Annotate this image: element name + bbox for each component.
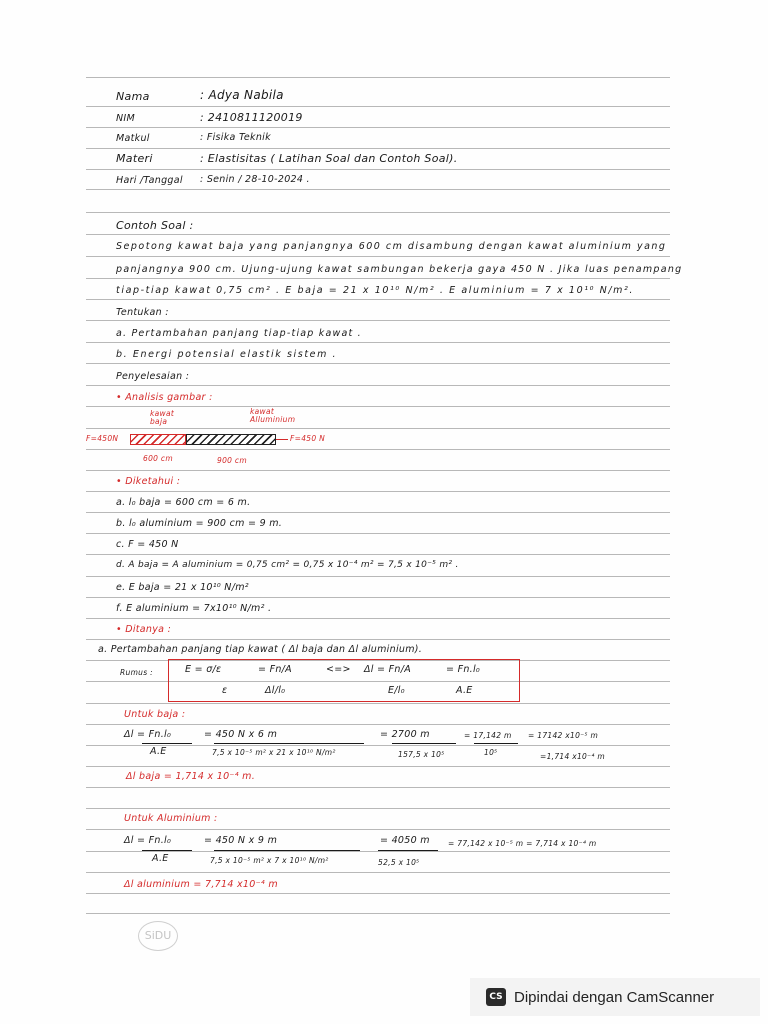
- baja-step2-top: = 2700 m: [380, 729, 430, 740]
- matkul-value: : Fisika Teknik: [200, 132, 271, 143]
- ruled-line: [86, 554, 670, 555]
- formula-e-lo: E/l₀: [388, 685, 405, 696]
- alu-step2-bottom: 52,5 x 10⁵: [378, 858, 420, 867]
- formula-ae: A.E: [456, 685, 473, 696]
- ruled-line: [86, 406, 670, 407]
- problem-heading: Contoh Soal :: [116, 219, 194, 232]
- alu-step3: = 77,142 x 10⁻⁵ m = 7,714 x 10⁻⁴ m: [448, 839, 597, 848]
- force-left-label: F=450N: [86, 434, 119, 443]
- ruled-line: [86, 597, 670, 598]
- alu-heading: Untuk Aluminium :: [124, 813, 218, 824]
- ruled-line: [86, 639, 670, 640]
- alu-result: Δl aluminium = 7,714 x10⁻⁴ m: [124, 879, 278, 890]
- ruled-line: [86, 703, 670, 704]
- formula-label: Rumus :: [120, 668, 153, 677]
- formula-epsilon: ε: [222, 685, 228, 696]
- force-right-label: F=450 N: [290, 434, 326, 443]
- ruled-line: [86, 618, 670, 619]
- formula-arrow: <=>: [326, 664, 351, 675]
- known-d: d. A baja = A aluminium = 0,75 cm² = 0,75 x 10⁻⁴ m² = 7,5 x 10⁻⁵ m² .: [116, 560, 459, 570]
- fraction-bar: [214, 743, 364, 744]
- known-b: b. l₀ aluminium = 900 cm = 9 m.: [116, 518, 283, 529]
- fraction-bar: [474, 743, 518, 744]
- formula-eq2: = Fn.l₀: [446, 664, 481, 675]
- baja-lhs-top: Δl = Fn.l₀: [124, 729, 172, 740]
- materi-value: : Elastisitas ( Latihan Soal dan Contoh Soal).: [200, 152, 458, 165]
- baja-heading: Untuk baja :: [124, 709, 186, 720]
- ruled-line: [86, 533, 670, 534]
- formula-dl: Δl = Fn/A: [364, 664, 412, 675]
- formula-eq1: = Fn/A: [258, 664, 292, 675]
- ruled-line: [86, 169, 670, 170]
- camscanner-watermark: [470, 978, 760, 1016]
- ruled-line: [86, 913, 670, 914]
- baja-lhs-bottom: A.E: [150, 746, 167, 757]
- fraction-bar: [378, 850, 438, 851]
- alu-step2-top: = 4050 m: [380, 835, 430, 846]
- ruled-line: [86, 787, 670, 788]
- fraction-bar: [392, 743, 456, 744]
- camscanner-logo-icon: CS: [486, 988, 506, 1006]
- ruled-line: [86, 745, 670, 746]
- ruled-line: [86, 278, 670, 279]
- problem-line-3: tiap-tiap kawat 0,75 cm² . E baja = 21 x 10¹⁰ N/m² . E aluminium = 7 x 10¹⁰ N/m².: [116, 285, 635, 296]
- problem-line-1: Sepotong kawat baja yang panjangnya 600 cm disambung dengan kawat aluminium yang: [116, 241, 667, 252]
- known-a: a. l₀ baja = 600 cm = 6 m.: [116, 497, 251, 508]
- baja-step2-bottom: 157,5 x 10⁵: [398, 750, 445, 759]
- alu-lhs-bottom: A.E: [152, 853, 169, 864]
- ruled-line: [86, 363, 670, 364]
- known-heading: • Diketahui :: [116, 476, 181, 487]
- ruled-line: [86, 893, 670, 894]
- alu-step1-top: = 450 N x 9 m: [204, 835, 278, 846]
- ruled-line: [86, 491, 670, 492]
- ruled-line: [86, 148, 670, 149]
- tentukan-label: Tentukan :: [116, 307, 169, 318]
- question-b: b. Energi potensial elastik sistem .: [116, 349, 338, 360]
- alu-step1-bottom: 7,5 x 10⁻⁵ m² x 7 x 10¹⁰ N/m²: [210, 856, 329, 865]
- nim-value: : 2410811120019: [200, 111, 303, 124]
- asked-heading: • Ditanya :: [116, 624, 172, 635]
- ruled-line: [86, 234, 670, 235]
- fraction-bar: [142, 850, 192, 851]
- question-a: a. Pertambahan panjang tiap-tiap kawat .: [116, 328, 362, 339]
- baja-step1-top: = 450 N x 6 m: [204, 729, 278, 740]
- ruled-line: [86, 428, 670, 429]
- known-f: f. E aluminium = 7x10¹⁰ N/m² .: [116, 603, 272, 614]
- alu-lhs-top: Δl = Fn.l₀: [124, 835, 172, 846]
- baja-step5: =1,714 x10⁻⁴ m: [540, 752, 605, 761]
- penyelesaian-label: Penyelesaian :: [116, 371, 190, 382]
- aluminium-wire: [186, 434, 276, 445]
- matkul-label: Matkul: [116, 133, 150, 144]
- asked-a: a. Pertambahan panjang tiap kawat ( Δl baja dan Δl aluminium).: [98, 644, 423, 655]
- fraction-bar: [214, 850, 360, 851]
- ruled-line: [86, 449, 670, 450]
- ruled-line: [86, 576, 670, 577]
- ruled-line: [86, 766, 670, 767]
- ruled-line: [86, 512, 670, 513]
- camscanner-text: Dipindai dengan CamScanner: [514, 988, 715, 1006]
- ruled-line: [86, 829, 670, 830]
- nim-label: NIM: [116, 113, 136, 124]
- formula-dl-lo: Δl/l₀: [265, 685, 286, 696]
- label-kawat-aluminium: kawat Alluminium: [250, 407, 296, 424]
- ruled-line: [86, 808, 670, 809]
- ruled-line: [86, 77, 670, 78]
- nama-value: : Adya Nabila: [200, 88, 284, 102]
- analysis-heading: • Analisis gambar :: [116, 392, 213, 403]
- label-kawat-baja: kawat baja: [150, 409, 175, 426]
- fraction-bar: [142, 743, 192, 744]
- baja-step3-bottom: 10⁵: [484, 748, 498, 757]
- ruled-line: [86, 342, 670, 343]
- ruled-line: [86, 724, 670, 725]
- hari-value: : Senin / 28-10-2024 .: [200, 174, 310, 185]
- problem-line-2: panjangnya 900 cm. Ujung-ujung kawat sambungan bekerja gaya 450 N . Jika luas penampang: [116, 264, 683, 275]
- ruled-line: [86, 299, 670, 300]
- length-baja-label: 600 cm: [143, 454, 173, 463]
- ruled-line: [86, 212, 670, 213]
- known-c: c. F = 450 N: [116, 539, 179, 550]
- hari-label: Hari /Tanggal: [116, 175, 183, 186]
- nama-label: Nama: [116, 90, 150, 103]
- materi-label: Materi: [116, 152, 153, 165]
- ruled-line: [86, 851, 670, 852]
- baja-step3-top: = 17,142 m: [464, 731, 512, 740]
- baja-step4: = 17142 x10⁻⁵ m: [528, 731, 599, 740]
- formula-e: E = σ/ε: [185, 664, 222, 675]
- ruled-line: [86, 470, 670, 471]
- baja-result: Δl baja = 1,714 x 10⁻⁴ m.: [126, 771, 256, 782]
- known-e: e. E baja = 21 x 10¹⁰ N/m²: [116, 582, 249, 593]
- ruled-line: [86, 256, 670, 257]
- ruled-line: [86, 385, 670, 386]
- steel-wire: [130, 434, 186, 445]
- ruled-line: [86, 127, 670, 128]
- ruled-line: [86, 106, 670, 107]
- ruled-line: [86, 189, 670, 190]
- sidu-stamp: SiDU: [138, 921, 178, 951]
- force-right-arrow: [276, 439, 288, 440]
- length-aluminium-label: 900 cm: [217, 456, 247, 465]
- ruled-line: [86, 320, 670, 321]
- ruled-line: [86, 872, 670, 873]
- baja-step1-bottom: 7,5 x 10⁻⁵ m² x 21 x 10¹⁰ N/m²: [212, 748, 336, 757]
